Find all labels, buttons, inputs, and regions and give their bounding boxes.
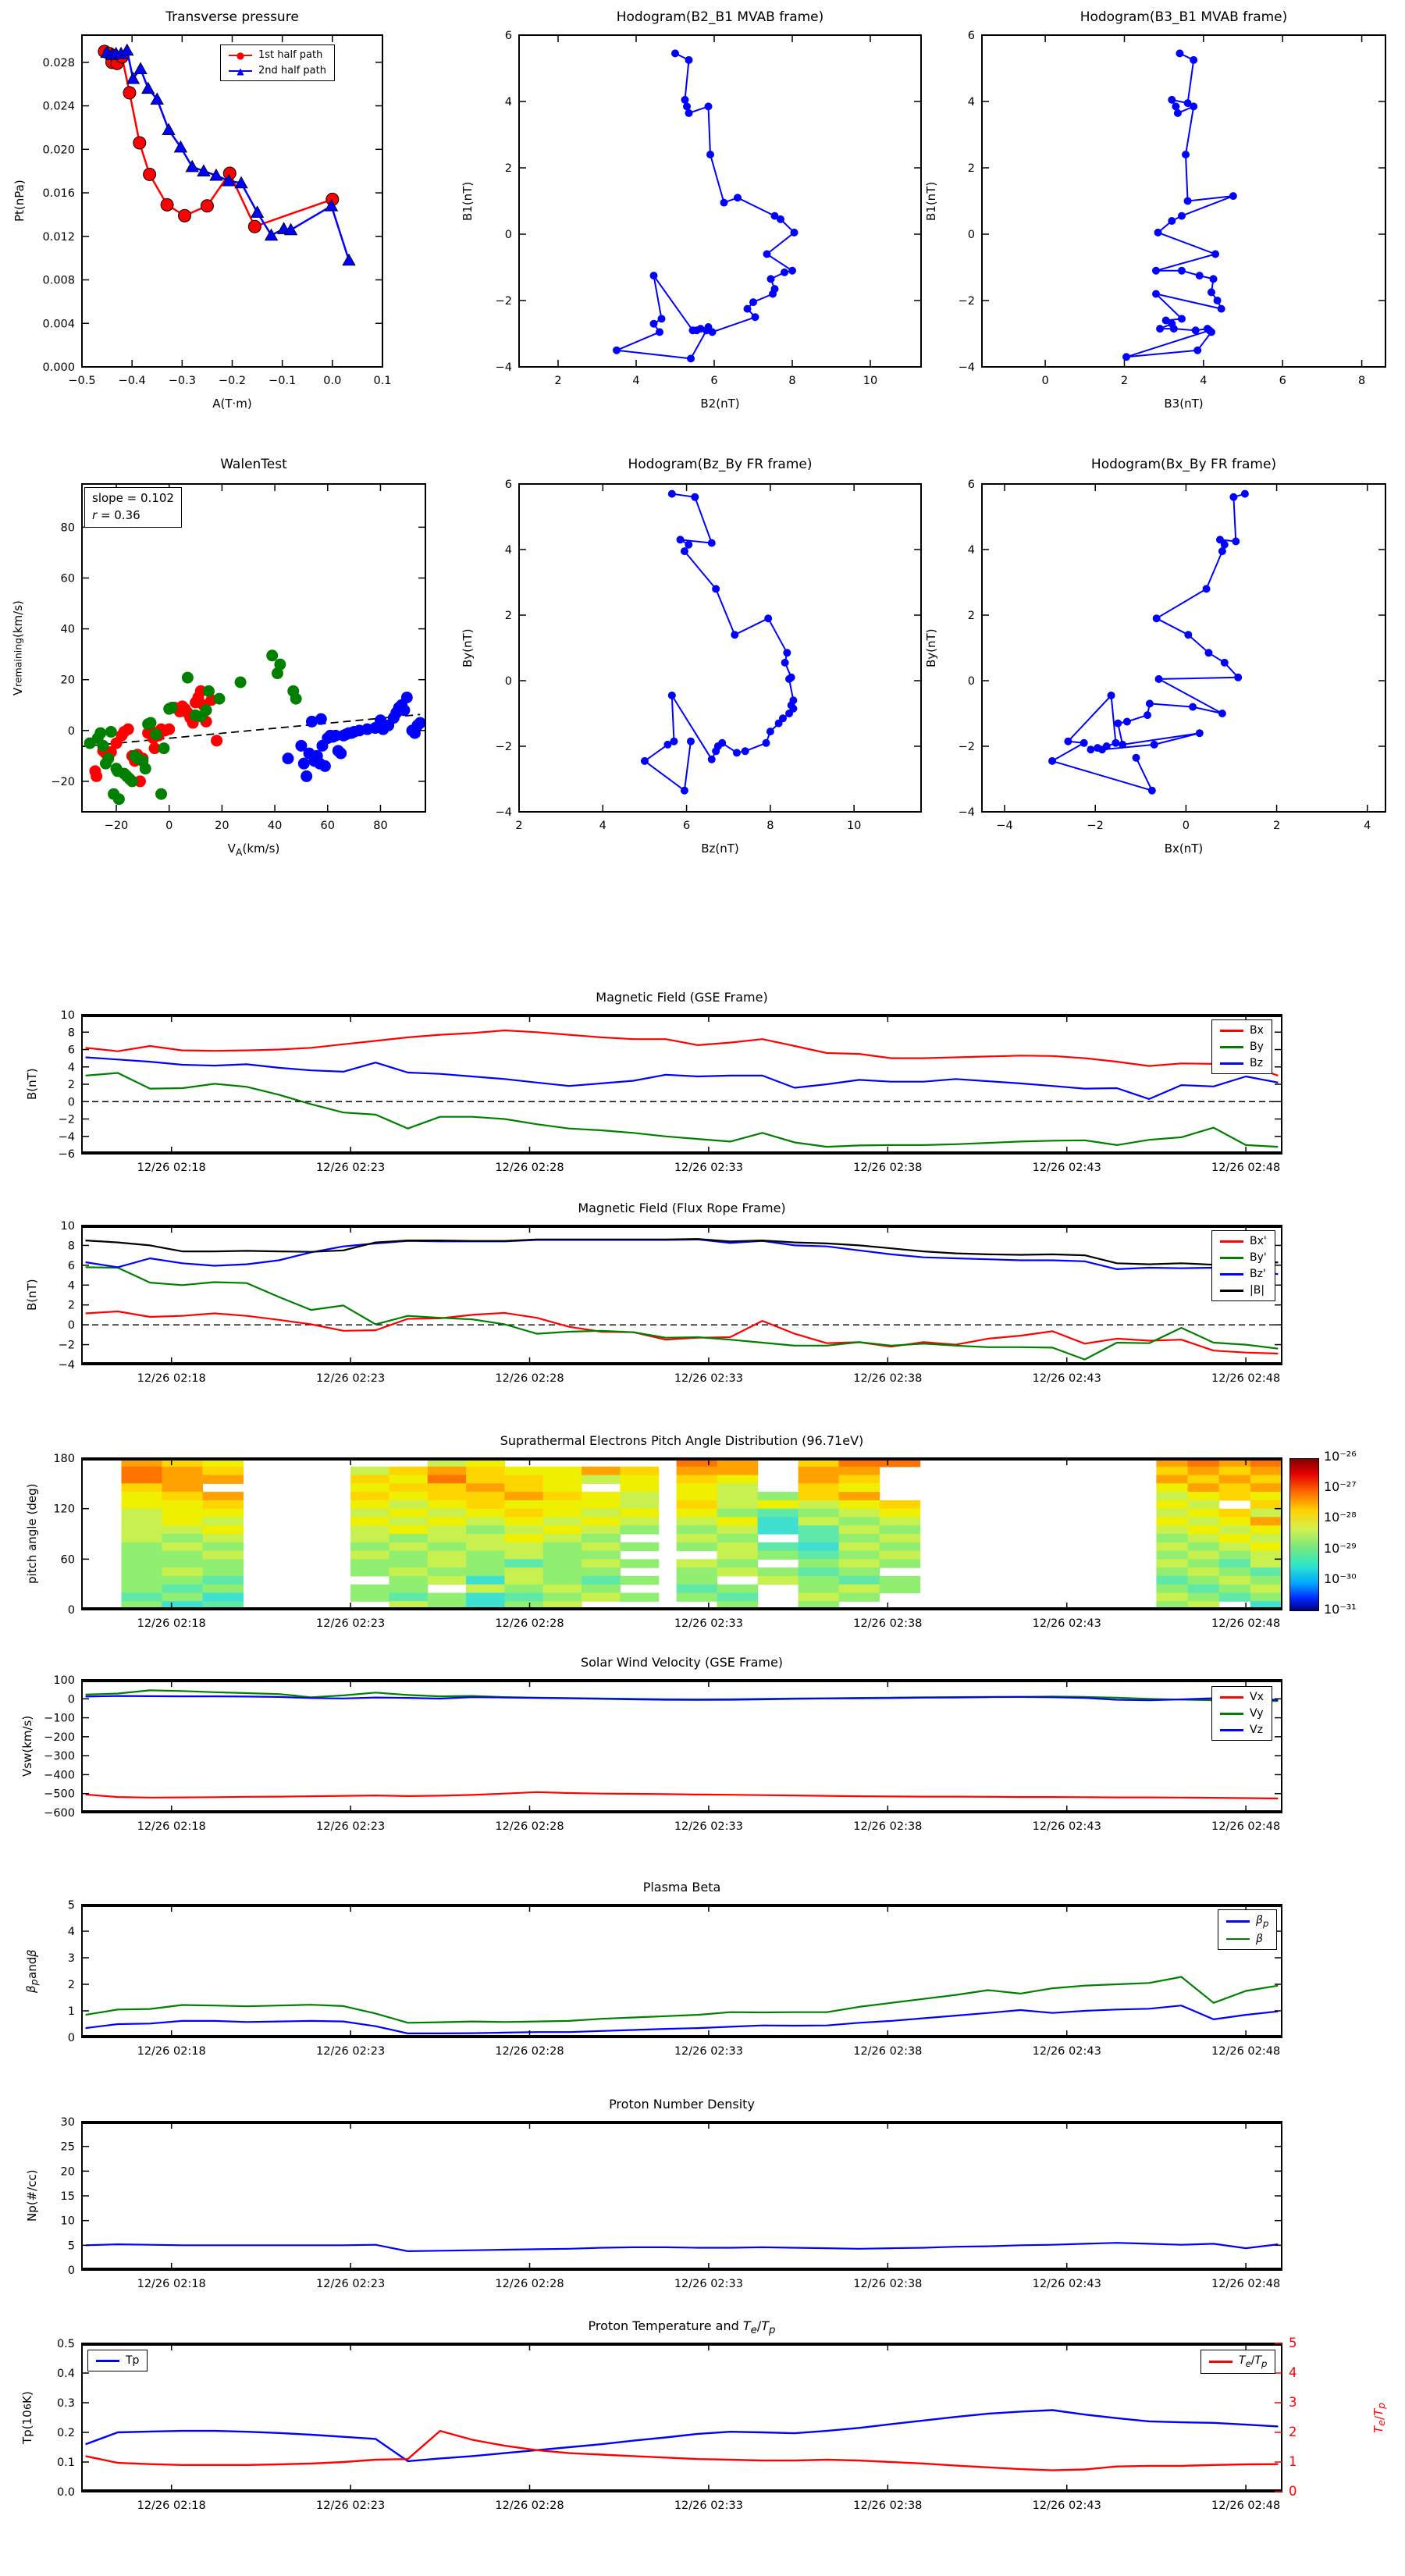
svg-text:3: 3 <box>67 1952 75 1965</box>
svg-text:0.028: 0.028 <box>42 56 75 69</box>
svg-text:12/26 02:23: 12/26 02:23 <box>316 2500 386 2512</box>
svg-text:−2: −2 <box>958 295 975 308</box>
svg-text:80: 80 <box>60 521 75 535</box>
svg-text:12/26 02:43: 12/26 02:43 <box>1032 2045 1101 2058</box>
legend-item: β <box>1226 1933 1268 1945</box>
svg-text:12/26 02:43: 12/26 02:43 <box>1032 1162 1101 1174</box>
svg-text:60: 60 <box>320 820 335 832</box>
svg-text:0.012: 0.012 <box>42 230 75 244</box>
transverse-pressure-plot <box>42 35 392 387</box>
hodogram-bxby-plot <box>958 479 1385 832</box>
svg-text:2: 2 <box>515 820 523 832</box>
svg-text:−600: −600 <box>44 1807 75 1820</box>
svg-text:−4: −4 <box>58 1130 75 1144</box>
svg-text:−2: −2 <box>495 741 512 753</box>
tp-legend-left <box>87 2350 148 2371</box>
svg-text:0: 0 <box>504 675 512 688</box>
svg-text:8: 8 <box>767 820 774 832</box>
svg-text:4: 4 <box>67 1061 75 1074</box>
svg-text:12/26 02:18: 12/26 02:18 <box>137 2500 206 2512</box>
svg-text:0.000: 0.000 <box>42 361 75 374</box>
svg-text:6: 6 <box>682 820 691 832</box>
svg-text:6: 6 <box>504 30 512 42</box>
svg-text:10: 10 <box>60 1220 75 1233</box>
svg-text:5: 5 <box>67 2240 75 2253</box>
svg-text:4: 4 <box>967 544 975 557</box>
walen-r-label: r = 0.36 <box>92 507 140 522</box>
legend-item: $T_e/T_p$ <box>1209 2354 1267 2369</box>
beta-ylabel: $\beta_p$ and β <box>24 1949 40 1993</box>
svg-text:6: 6 <box>710 375 718 387</box>
svg-text:2: 2 <box>967 162 975 175</box>
svg-text:2: 2 <box>504 162 512 175</box>
svg-text:0.4: 0.4 <box>56 2368 75 2380</box>
svg-text:12/26 02:23: 12/26 02:23 <box>316 1617 386 1630</box>
svg-text:12/26 02:38: 12/26 02:38 <box>853 1372 923 1385</box>
svg-text:12/26 02:28: 12/26 02:28 <box>495 1372 564 1385</box>
legend-item: ● 1st half path <box>229 49 326 61</box>
svg-text:8: 8 <box>1357 375 1366 387</box>
svg-text:−200: −200 <box>44 1731 75 1744</box>
svg-text:−2: −2 <box>58 1339 75 1352</box>
svg-text:4: 4 <box>504 544 512 557</box>
legend-item: By <box>1220 1041 1264 1053</box>
pad-ylabel: pitch angle (deg) <box>25 1483 39 1585</box>
vsw-ylabel: Vsw(km/s) <box>20 1715 34 1777</box>
svg-text:−0.4: −0.4 <box>118 375 146 387</box>
beta-plot <box>67 1899 1282 2058</box>
svg-text:0.024: 0.024 <box>42 100 75 113</box>
svg-text:12/26 02:23: 12/26 02:23 <box>316 1372 386 1385</box>
svg-text:12/26 02:28: 12/26 02:28 <box>495 1162 564 1174</box>
vsw-legend <box>1211 1686 1272 1741</box>
legend-item: Bx <box>1220 1024 1264 1037</box>
np-plot <box>60 2116 1282 2290</box>
svg-text:−20: −20 <box>104 820 129 832</box>
svg-text:4: 4 <box>1364 820 1371 832</box>
svg-text:0: 0 <box>1182 820 1190 832</box>
tp-ylabel-left: Tp(10 6 K) <box>20 2391 34 2444</box>
svg-text:12/26 02:33: 12/26 02:33 <box>674 1372 744 1385</box>
svg-text:10: 10 <box>846 820 862 832</box>
tp-plot <box>56 2336 1297 2512</box>
svg-text:12/26 02:33: 12/26 02:33 <box>674 2045 744 2058</box>
svg-text:12/26 02:43: 12/26 02:43 <box>1032 1372 1101 1385</box>
pad-colorbar <box>1289 1458 1319 1611</box>
svg-text:8: 8 <box>67 1240 75 1253</box>
walen-annotation-box <box>84 487 182 528</box>
svg-text:0.1: 0.1 <box>56 2457 75 2469</box>
svg-text:0: 0 <box>1289 2484 1297 2499</box>
svg-text:12/26 02:38: 12/26 02:38 <box>853 2500 923 2512</box>
mag-fr-legend <box>1211 1230 1275 1301</box>
svg-text:−2: −2 <box>1087 820 1104 832</box>
svg-text:0.3: 0.3 <box>56 2397 75 2410</box>
svg-text:12/26 02:38: 12/26 02:38 <box>853 1617 923 1630</box>
svg-text:−300: −300 <box>44 1750 75 1763</box>
mag-fr-title: Magnetic Field (Flux Rope Frame) <box>578 1201 786 1215</box>
svg-text:0: 0 <box>67 1096 75 1109</box>
hodogram-bzby-xlabel: Bz(nT) <box>701 841 739 856</box>
hodogram-b2b1-ylabel: B1(nT) <box>461 181 475 221</box>
svg-text:12/26 02:38: 12/26 02:38 <box>853 1820 923 1833</box>
svg-text:1: 1 <box>67 2005 75 2018</box>
tp-legend-right <box>1200 2350 1275 2374</box>
colorbar-label: 10⁻²⁹ <box>1324 1540 1357 1556</box>
svg-text:12/26 02:23: 12/26 02:23 <box>316 2278 386 2290</box>
svg-text:−4: −4 <box>495 806 512 819</box>
svg-text:−2: −2 <box>58 1113 75 1126</box>
svg-text:12/26 02:48: 12/26 02:48 <box>1211 2500 1281 2512</box>
svg-text:0.1: 0.1 <box>373 375 392 387</box>
svg-text:−6: −6 <box>58 1148 75 1161</box>
svg-text:12/26 02:23: 12/26 02:23 <box>316 1162 386 1174</box>
svg-text:2: 2 <box>1289 2425 1297 2439</box>
mag-fr-ylabel: B(nT) <box>25 1279 39 1311</box>
legend-item: Bz <box>1220 1057 1264 1069</box>
svg-text:12/26 02:43: 12/26 02:43 <box>1032 2500 1101 2512</box>
svg-text:−0.1: −0.1 <box>269 375 297 387</box>
svg-text:12/26 02:48: 12/26 02:48 <box>1211 2045 1281 2058</box>
svg-text:100: 100 <box>53 1674 75 1687</box>
svg-text:8: 8 <box>67 1026 75 1040</box>
legend-item: Vx <box>1220 1691 1264 1703</box>
svg-text:0: 0 <box>165 820 173 832</box>
svg-text:−4: −4 <box>58 1359 75 1372</box>
svg-text:2: 2 <box>67 1299 75 1312</box>
beta-legend <box>1218 1909 1277 1950</box>
svg-text:5: 5 <box>67 1899 75 1912</box>
svg-text:12/26 02:18: 12/26 02:18 <box>137 2045 206 2058</box>
svg-text:0: 0 <box>504 229 512 241</box>
svg-text:20: 20 <box>60 674 75 687</box>
svg-text:12/26 02:23: 12/26 02:23 <box>316 2045 386 2058</box>
svg-text:0.0: 0.0 <box>56 2486 75 2499</box>
np-ylabel: Np(#/cc) <box>25 2169 39 2222</box>
svg-text:12/26 02:43: 12/26 02:43 <box>1032 2278 1101 2290</box>
svg-text:12/26 02:48: 12/26 02:48 <box>1211 2278 1281 2290</box>
hodogram-bzby-plot <box>495 479 921 832</box>
svg-text:40: 40 <box>267 820 283 832</box>
svg-text:0.2: 0.2 <box>56 2427 75 2439</box>
hodogram-b2b1-title: Hodogram(B2_B1 MVAB frame) <box>616 9 824 25</box>
svg-text:12/26 02:28: 12/26 02:28 <box>495 2278 564 2290</box>
colorbar-label: 10⁻³¹ <box>1324 1601 1357 1617</box>
hodogram-b3b1-plot <box>958 30 1385 387</box>
svg-text:−0.5: −0.5 <box>68 375 96 387</box>
hodogram-bzby-ylabel: By(nT) <box>461 628 475 667</box>
legend-item: Bz' <box>1220 1268 1267 1280</box>
svg-text:60: 60 <box>60 1553 75 1567</box>
svg-text:12/26 02:18: 12/26 02:18 <box>137 1162 206 1174</box>
svg-text:−4: −4 <box>958 361 975 374</box>
svg-text:12/26 02:33: 12/26 02:33 <box>674 1617 744 1630</box>
svg-text:12/26 02:48: 12/26 02:48 <box>1211 1372 1281 1385</box>
svg-text:12/26 02:33: 12/26 02:33 <box>674 2278 744 2290</box>
transverse-pressure-ylabel: Pt(nPa) <box>12 180 27 222</box>
transverse-pressure-title: Transverse pressure <box>165 9 299 25</box>
legend-item: ▲ 2nd half path <box>229 65 326 76</box>
svg-text:12/26 02:48: 12/26 02:48 <box>1211 1617 1281 1630</box>
svg-text:2: 2 <box>1120 375 1129 387</box>
pad-title: Suprathermal Electrons Pitch Angle Distribution (96.71eV) <box>500 1433 864 1448</box>
svg-text:6: 6 <box>967 30 975 42</box>
mag-fr-plot <box>58 1220 1282 1385</box>
svg-text:10: 10 <box>60 1009 75 1022</box>
svg-text:5: 5 <box>1289 2336 1297 2350</box>
mag-gse-plot <box>58 1009 1282 1174</box>
svg-text:0: 0 <box>967 229 975 241</box>
svg-text:0: 0 <box>1041 375 1049 387</box>
svg-text:4: 4 <box>1289 2365 1297 2380</box>
svg-text:12/26 02:18: 12/26 02:18 <box>137 1820 206 1833</box>
transverse-pressure-xlabel: A(T·m) <box>212 397 252 411</box>
svg-text:−0.3: −0.3 <box>168 375 196 387</box>
svg-text:0: 0 <box>67 1319 75 1332</box>
svg-text:6: 6 <box>67 1259 75 1272</box>
svg-text:4: 4 <box>67 1926 75 1938</box>
svg-text:12/26 02:18: 12/26 02:18 <box>137 2278 206 2290</box>
svg-text:1: 1 <box>1289 2454 1297 2469</box>
svg-text:12/26 02:33: 12/26 02:33 <box>674 2500 744 2512</box>
svg-text:0.004: 0.004 <box>42 318 75 331</box>
svg-text:−4: −4 <box>996 820 1013 832</box>
svg-text:0: 0 <box>67 1693 75 1706</box>
svg-text:12/26 02:43: 12/26 02:43 <box>1032 1617 1101 1630</box>
tp-title: Proton Temperature and $T_e/T_p$ <box>588 2318 776 2337</box>
colorbar-label: 10⁻²⁷ <box>1324 1479 1357 1495</box>
svg-text:0: 0 <box>67 1604 75 1617</box>
mag-gse-legend <box>1211 1019 1272 1074</box>
walen-test-plot <box>51 484 425 832</box>
svg-text:0: 0 <box>967 675 975 688</box>
svg-text:0: 0 <box>67 2032 75 2044</box>
svg-text:12/26 02:48: 12/26 02:48 <box>1211 1820 1281 1833</box>
pad-plot <box>53 1453 1282 1630</box>
svg-text:−2: −2 <box>958 741 975 753</box>
walen-test-title: WalenTest <box>220 457 287 472</box>
svg-text:20: 20 <box>60 2165 75 2179</box>
legend-item: |B| <box>1220 1284 1267 1297</box>
svg-text:0.0: 0.0 <box>323 375 342 387</box>
beta-title: Plasma Beta <box>642 1880 721 1895</box>
legend-item: Vz <box>1220 1724 1264 1736</box>
svg-text:6: 6 <box>967 479 975 491</box>
legend-item: By' <box>1220 1251 1267 1264</box>
svg-text:12/26 02:33: 12/26 02:33 <box>674 1162 744 1174</box>
svg-text:6: 6 <box>504 479 512 491</box>
svg-text:−2: −2 <box>495 295 512 308</box>
svg-text:20: 20 <box>215 820 229 832</box>
svg-text:−0.2: −0.2 <box>218 375 247 387</box>
svg-text:2: 2 <box>67 1979 75 1991</box>
svg-text:12/26 02:28: 12/26 02:28 <box>495 1617 564 1630</box>
svg-text:2: 2 <box>1272 820 1281 832</box>
colorbar-label: 10⁻²⁶ <box>1324 1449 1357 1464</box>
svg-text:−500: −500 <box>44 1788 75 1801</box>
svg-text:8: 8 <box>788 375 796 387</box>
svg-text:12/26 02:28: 12/26 02:28 <box>495 2500 564 2512</box>
svg-text:4: 4 <box>967 96 975 109</box>
svg-text:−400: −400 <box>44 1769 75 1782</box>
svg-text:0.020: 0.020 <box>42 144 75 157</box>
svg-text:12/26 02:38: 12/26 02:38 <box>853 2045 923 2058</box>
svg-text:4: 4 <box>632 375 640 387</box>
hodogram-b2b1-plot <box>495 30 921 387</box>
svg-text:6: 6 <box>1279 375 1286 387</box>
vsw-plot <box>44 1674 1282 1833</box>
svg-text:180: 180 <box>53 1453 75 1465</box>
svg-text:4: 4 <box>504 96 512 109</box>
svg-text:12/26 02:38: 12/26 02:38 <box>853 2278 923 2290</box>
svg-text:6: 6 <box>67 1044 75 1057</box>
legend-item: Bx' <box>1220 1235 1267 1247</box>
svg-text:12/26 02:28: 12/26 02:28 <box>495 2045 564 2058</box>
tp-ylabel-right: $T_e$ / $T_p$ <box>1371 2402 1387 2433</box>
hodogram-bxby-title: Hodogram(Bx_By FR frame) <box>1090 457 1277 472</box>
svg-text:12/26 02:38: 12/26 02:38 <box>853 1162 923 1174</box>
legend-item: $\beta_p$ <box>1226 1914 1268 1929</box>
transverse-pressure-legend <box>220 44 335 81</box>
pad-colorbar-labels <box>1324 1450 1398 1616</box>
svg-text:12/26 02:23: 12/26 02:23 <box>316 1820 386 1833</box>
svg-text:4: 4 <box>599 820 606 832</box>
svg-text:12/26 02:18: 12/26 02:18 <box>137 1372 206 1385</box>
svg-text:4: 4 <box>67 1279 75 1293</box>
vsw-title: Solar Wind Velocity (GSE Frame) <box>580 1655 784 1670</box>
svg-text:2: 2 <box>67 1079 75 1091</box>
legend-item: Tp <box>96 2354 139 2367</box>
svg-text:3: 3 <box>1289 2395 1297 2410</box>
svg-text:40: 40 <box>60 623 75 636</box>
hodogram-bxby-xlabel: Bx(nT) <box>1164 841 1204 856</box>
mag-gse-ylabel: B(nT) <box>25 1068 39 1101</box>
svg-text:−4: −4 <box>495 361 512 374</box>
svg-text:−100: −100 <box>44 1712 75 1725</box>
svg-text:12/26 02:33: 12/26 02:33 <box>674 1820 744 1833</box>
svg-text:−20: −20 <box>51 775 75 788</box>
walen-test-xlabel: $V_A(km/s)$ <box>227 841 280 858</box>
walen-slope-label: slope = 0.102 <box>92 491 174 505</box>
svg-text:10: 10 <box>60 2215 75 2228</box>
svg-text:0: 0 <box>67 2265 75 2277</box>
svg-text:12/26 02:18: 12/26 02:18 <box>137 1617 206 1630</box>
svg-text:0.5: 0.5 <box>56 2338 75 2350</box>
svg-text:0.008: 0.008 <box>42 274 75 287</box>
svg-text:−4: −4 <box>958 806 975 819</box>
mag-gse-title: Magnetic Field (GSE Frame) <box>596 990 768 1005</box>
svg-text:120: 120 <box>53 1503 75 1516</box>
svg-text:15: 15 <box>60 2190 75 2203</box>
hodogram-bzby-title: Hodogram(Bz_By FR frame) <box>628 457 813 472</box>
svg-text:2: 2 <box>504 610 512 622</box>
svg-text:0.016: 0.016 <box>42 187 75 201</box>
svg-text:10: 10 <box>863 375 878 387</box>
colorbar-label: 10⁻³⁰ <box>1324 1571 1357 1586</box>
hodogram-b2b1-xlabel: B2(nT) <box>700 397 740 411</box>
svg-text:0: 0 <box>67 724 75 738</box>
walen-test-ylabel: V remaining (km/s) <box>11 600 25 696</box>
hodogram-b3b1-xlabel: B3(nT) <box>1164 397 1204 411</box>
svg-text:60: 60 <box>60 572 75 585</box>
svg-text:2: 2 <box>967 610 975 622</box>
svg-text:30: 30 <box>60 2116 75 2129</box>
svg-text:12/26 02:28: 12/26 02:28 <box>495 1820 564 1833</box>
np-title: Proton Number Density <box>609 2097 755 2112</box>
svg-text:12/26 02:43: 12/26 02:43 <box>1032 1820 1101 1833</box>
svg-text:12/26 02:48: 12/26 02:48 <box>1211 1162 1281 1174</box>
svg-text:80: 80 <box>373 820 388 832</box>
hodogram-b3b1-ylabel: B1(nT) <box>924 181 938 221</box>
hodogram-b3b1-title: Hodogram(B3_B1 MVAB frame) <box>1080 9 1288 25</box>
hodogram-bxby-ylabel: By(nT) <box>924 628 938 667</box>
svg-text:2: 2 <box>554 375 562 387</box>
colorbar-label: 10⁻²⁸ <box>1324 1510 1357 1525</box>
svg-text:25: 25 <box>60 2140 75 2154</box>
svg-text:4: 4 <box>1200 375 1208 387</box>
legend-item: Vy <box>1220 1707 1264 1720</box>
